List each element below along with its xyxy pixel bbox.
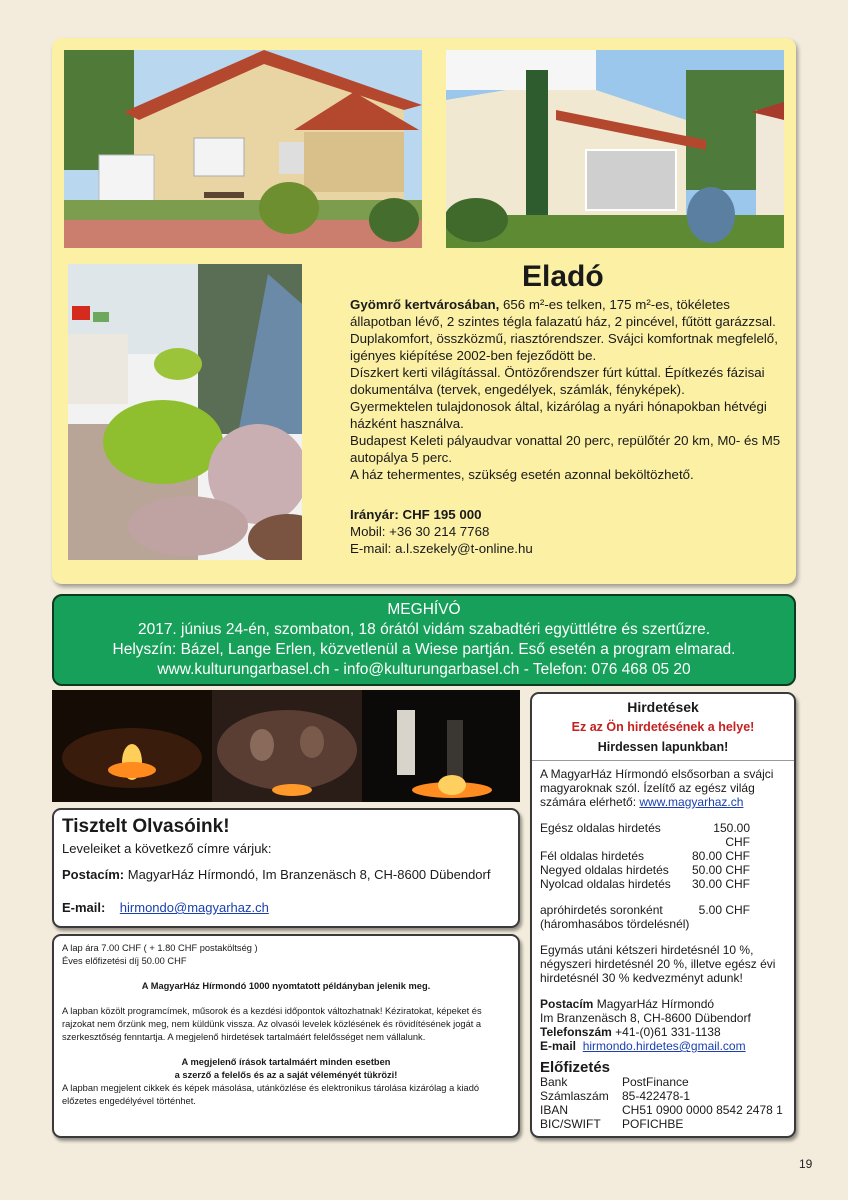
ads-email (540, 1039, 786, 1053)
small-ad-value: 5.00 CHF (698, 903, 750, 917)
impressum-price: A lap ára 7.00 CHF ( + 1.80 CHF postaköltség ) (62, 943, 258, 953)
ads-email-label: E-mail (540, 1039, 577, 1053)
bank-value: 85-422478-1 (622, 1089, 691, 1103)
ad-paragraph: Díszkert kerti világítással. Öntözőrendszer fúrt kúttal. Építkezés fázisai dokumentálva (tervek, engedélyek, számlák, fényképek). (350, 365, 765, 397)
house-terrace-photo (446, 50, 784, 248)
small-ad-row (540, 903, 786, 917)
price-value: 30.00 CHF (691, 877, 750, 891)
readers-intro: Leveleiket a következő címre várjuk: (62, 841, 272, 856)
impressum-subscription: Éves előfizetési díj 50.00 CHF (62, 956, 187, 966)
small-ad-note: (háromhasábos tördelésnél) (540, 917, 690, 931)
ads-your-ad: Ez az Ön hirdetésének a helye! (571, 720, 755, 734)
small-ad-label: apróhirdetés soronként (540, 903, 663, 917)
impressum-copyright: A lapban megjelent cikkek és képek másolása, utánközlése és elektronikus tárolása kizárólag a kiadó előzetes engedélyével történhet. (62, 1083, 480, 1106)
ads-postal-address: Im Branzenäsch 8, CH-8600 Dübendorf (540, 1011, 751, 1025)
ads-phone-value: +41-(0)61 331-1138 (611, 1025, 721, 1039)
bank-label: BIC/SWIFT (540, 1117, 601, 1131)
subscription-title: Előfizetés (540, 1059, 611, 1076)
ads-price-list (540, 821, 786, 891)
invitation-heading: MEGHÍVÓ (387, 601, 461, 618)
ad-title: Eladó (522, 260, 604, 293)
price-row (540, 863, 786, 877)
price-row (540, 849, 786, 863)
ad-location: Gyömrő kertvárosában, (350, 297, 500, 312)
ads-phone-label: Telefonszám (540, 1025, 612, 1039)
impressum-panel (52, 934, 520, 1138)
ad-paragraph: A ház tehermentes, szükség esetén azonnal beköltözhető. (350, 467, 694, 482)
readers-title: Tisztelt Olvasóink! (62, 816, 230, 837)
bank-row (540, 1103, 786, 1117)
readers-email-label: E-mail: (62, 900, 106, 915)
advertising-panel (530, 692, 796, 1138)
page-number: 19 (799, 1157, 813, 1171)
ads-intro (540, 767, 786, 809)
readers-email (62, 899, 510, 916)
price-label: Negyed oldalas hirdetés (540, 863, 669, 877)
price-row (540, 877, 786, 891)
price-label: Fél oldalas hirdetés (540, 849, 645, 863)
impressum-print-run: A MagyarHáz Hírmondó 1000 nyomtatott példányban jelenik meg. (141, 981, 431, 991)
impressum-programs: A lapban közölt programcímek, műsorok és a kezdési időpontok változhatnak! Kéziratokat, képeket és rajzokat nem őrzünk meg, nem küldünk vissza. Az olvasói levelek közlésének és rövidítésének jogát a szerkesztőség fenntartja. A megjelenő hirdetések tartalmáért felelősséget nem vállalunk. (62, 1006, 482, 1042)
ads-advertise: Hirdessen lapunkban! (597, 740, 729, 754)
bank-value: PostFinance (622, 1075, 689, 1089)
readers-postal (62, 866, 510, 883)
bank-row (540, 1075, 786, 1089)
ads-postal-label: Postacím (540, 997, 594, 1011)
ads-phone (540, 1025, 786, 1039)
readers-postal-label: Postacím: (62, 867, 125, 882)
readers-panel (52, 808, 520, 928)
impressum-responsibility: a szerző a felelős és az a saját véleményét tükrözi! (174, 1070, 398, 1080)
ad-mobile: Mobil: +36 30 214 7768 (350, 524, 490, 539)
bank-value: CH51 0900 0000 8542 2478 1 (622, 1103, 783, 1117)
price-label: Egész oldalas hirdetés (540, 821, 661, 835)
ad-price: Irányár: CHF 195 000 (350, 507, 482, 522)
ads-title: Hirdetések (627, 699, 699, 715)
ads-website-link[interactable]: www.magyarhaz.ch (639, 795, 744, 809)
price-value: 150.00 CHF (713, 821, 750, 849)
bonfire-event-photos (52, 690, 520, 802)
bank-label: Számlaszám (540, 1089, 609, 1103)
price-value: 50.00 CHF (691, 863, 750, 877)
readers-postal-value: MagyarHáz Hírmondó, Im Branzenäsch 8, CH-8600 Dübendorf (124, 867, 491, 882)
price-row (540, 821, 786, 849)
ad-email: E-mail: a.l.szekely@t-online.hu (350, 541, 533, 556)
ad-description (350, 296, 790, 483)
price-value: 80.00 CHF (691, 849, 750, 863)
ad-description-first: 656 m²-es telken, 175 m²-es, tökéletes állapotban lévő, 2 szintes tégla falazatú ház, 2 pincével, fűtött garázzsal. Duplakomfort, összközmű, riasztórendszer. Svájci komfortnak megfelelő, igényes kiépítése 2002-ben fejeződött be. (350, 297, 778, 363)
ads-email-link[interactable]: hirmondo.hirdetes@gmail.com (582, 1039, 746, 1053)
garden-photo (68, 264, 302, 560)
price-label: Nyolcad oldalas hirdetés (540, 877, 671, 891)
ads-divider (532, 760, 794, 761)
ad-contact (350, 506, 533, 557)
for-sale-ad (52, 38, 796, 584)
bank-value: POFICHBE (622, 1117, 684, 1131)
invitation-line: 2017. június 24-én, szombaton, 18 órától vidám szabadtéri együttlétre és szertűzre. (137, 621, 711, 638)
bank-row (540, 1117, 786, 1131)
ads-intro-text: A MagyarHáz Hírmondó elsősorban a svájci magyaroknak szól. Ízelítő az egész világ számára elérhető: (540, 767, 774, 809)
ad-paragraph: Budapest Keleti pályaudvar vonattal 20 perc, repülőtér 20 km, M0- és M5 autopálya 5 perc. (350, 433, 781, 465)
bank-label: Bank (540, 1075, 568, 1089)
invitation-line: Helyszín: Bázel, Lange Erlen, közvetlenül a Wiese partján. Eső esetén a program elmarad. (112, 641, 736, 658)
bank-row (540, 1089, 786, 1103)
invitation-banner (52, 594, 796, 686)
bank-label: IBAN (540, 1103, 569, 1117)
ad-paragraph: Gyermektelen tulajdonosok által, kizárólag a nyári hónapokban hétvégi házként használva. (350, 399, 767, 431)
house-front-photo (64, 50, 422, 248)
invitation-line: www.kulturungarbasel.ch - info@kulturungarbasel.ch - Telefon: 076 468 05 20 (157, 661, 691, 678)
readers-email-link[interactable]: hirmondo@magyarhaz.ch (119, 900, 269, 915)
impressum-responsibility: A megjelenő írások tartalmáért minden esetben (181, 1057, 391, 1067)
ads-postal-value: MagyarHáz Hírmondó (593, 997, 715, 1011)
ads-postal (540, 997, 786, 1011)
ads-discount: Egymás utáni kétszeri hirdetésnél 10 %, négyszeri hirdetésnél 20 %, illetve egész évi hirdetésnél 30 % kedvezményt adunk! (540, 943, 776, 985)
